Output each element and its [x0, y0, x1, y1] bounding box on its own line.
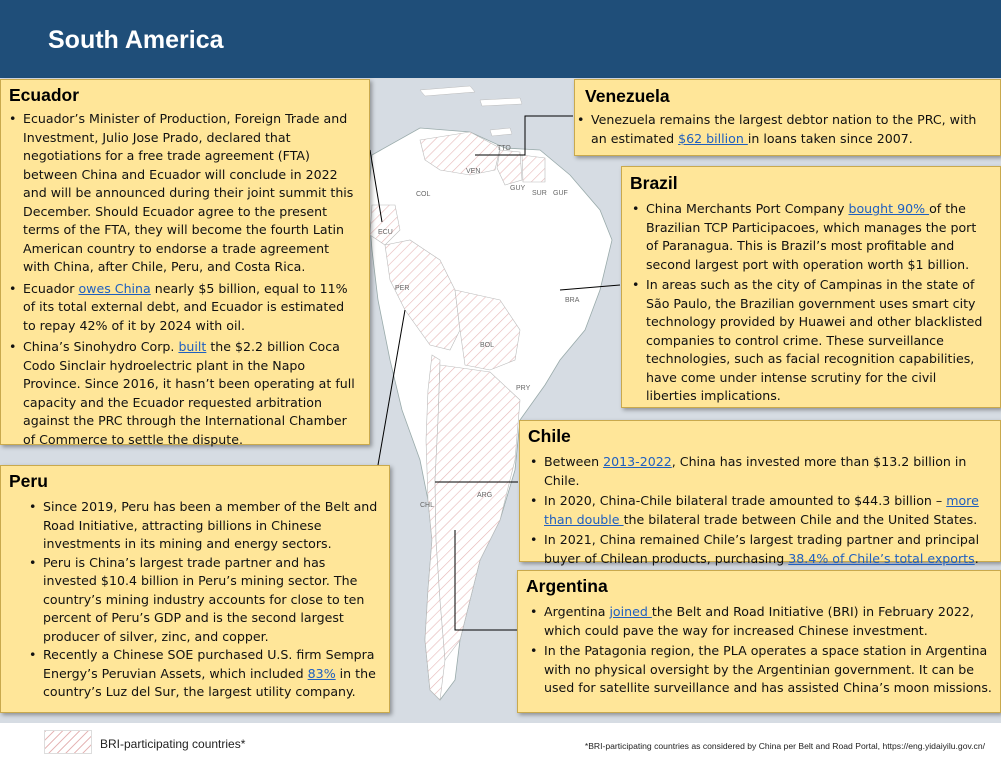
chile-bullet-2: • In 2020, China-Chile bilateral trade amounted to $44.3 billion – more than double the bilateral trade between Chile and the United States. — [544, 492, 992, 529]
label-pry: PRY — [516, 385, 531, 392]
label-tto: TTO — [497, 145, 511, 152]
label-sur: SUR — [532, 190, 547, 197]
page-title: South America — [48, 26, 224, 54]
label-col: COL — [416, 191, 431, 198]
bri-legend-label: BRI-participating countries* — [100, 737, 246, 751]
62-billion-link[interactable]: $62 billion — [678, 130, 748, 146]
argentina-box — [517, 570, 1001, 713]
ecuador-bullet-2: • Ecuador owes China nearly $5 billion, equal to 11% of its total external debt, and Ecuador is estimated to repay 42% of it by 2024 with oil. — [23, 280, 359, 336]
caribbean-islands — [420, 86, 522, 136]
ecuador-bullet-1: • Ecuador’s Minister of Production, Foreign Trade and Investment, Julio Jose Prado, declared that negotiations for a free trade agreement (FTA) between China and Ecuador will conclude in 2022 and will be announced during their joint summit this December. Should Ecuador agree to the present terms of the FTA, they will become the fourth Latin American country to endorse a trade agreement with China, after Chile, Peru, and Costa Rica. — [23, 110, 359, 277]
peru-list — [9, 498, 379, 702]
more-than-double-link[interactable]: more than double — [544, 493, 979, 527]
label-per: PER — [395, 285, 410, 292]
suriname-shape — [522, 155, 545, 182]
argentina-title: Argentina — [526, 576, 608, 596]
peru-bullet-2: • Peru is China’s largest trade partner and has invested $10.4 billion in Peru’s mining sector. The country’s mining industry accounts for close to ten percent of Peru’s GDP and is the second largest producer of silver, zinc, and copper. — [43, 554, 379, 647]
venezuela-list — [585, 111, 992, 148]
argentina-list — [526, 603, 992, 698]
brazil-title: Brazil — [630, 173, 678, 193]
joined-link[interactable]: joined — [609, 604, 652, 619]
ecuador-title: Ecuador — [9, 85, 80, 105]
venezuela-box — [574, 79, 1001, 156]
label-chl: CHL — [420, 502, 435, 509]
argentina-shape — [435, 365, 520, 660]
ecuador-box — [0, 79, 370, 445]
peru-bullet-3: • Recently a Chinese SOE purchased U.S. firm Sempra Energy’s Peruvian Assets, which included 83% in the country’s Luz del Sur, the largest utility company. — [43, 646, 379, 702]
bought-90-link[interactable]: bought 90% — [848, 201, 930, 216]
bri-legend-swatch — [44, 730, 92, 754]
83-percent-link[interactable]: 83% — [307, 665, 336, 681]
brazil-bullet-2: • In areas such as the city of Campinas in the state of São Paulo, the Brazilian government uses smart city technology provided by Huawei and other blacklisted companies to control crime. These surveillance technologies, such as facial recognition capabilities, have come under intense scrutiny for the civil liberties implications. — [646, 276, 988, 406]
venezuela-bullet-1: • Venezuela remains the largest debtor nation to the PRC, with an estimated $62 billion in loans taken since 2007. — [591, 111, 992, 148]
ecuador-bullet-3: • China’s Sinohydro Corp. built the $2.2 billion Coca Codo Sinclair hydroelectric plant in the Napo Province. Since 2016, it hasn’t been operating at full capacity and the Ecuador requested arbitration against the PRC through the International Chamber of Commerce to settle the dispute. — [23, 338, 359, 449]
label-bol: BOL — [480, 342, 495, 349]
brazil-list — [630, 200, 988, 406]
label-arg: ARG — [477, 492, 493, 499]
built-link[interactable]: built — [178, 339, 207, 354]
owes-china-link[interactable]: owes China — [78, 280, 151, 296]
label-bra: BRA — [565, 297, 580, 304]
label-guf: GUF — [553, 190, 568, 197]
brazil-bullet-1: • China Merchants Port Company bought 90% of the Brazilian TCP Participacoes, which manages the port of Paranagua. This is Brazil’s most profitable and second largest port with operation worth $1 billion. — [646, 200, 988, 274]
venezuela-title: Venezuela — [585, 86, 670, 106]
label-guy: GUY — [510, 185, 526, 192]
38-percent-exports-link[interactable]: 38.4% of Chile’s total exports — [788, 550, 975, 566]
chile-title: Chile — [528, 426, 571, 446]
chile-box — [519, 420, 1001, 566]
label-ven: VEN — [466, 168, 481, 175]
peru-box — [0, 465, 390, 713]
chile-bullet-3: • In 2021, China remained Chile’s largest trading partner and principal buyer of Chilean products, purchasing 38.4% of Chile’s total exports. — [544, 531, 992, 568]
argentina-bullet-2: • In the Patagonia region, the PLA operates a space station in Argentina with no physical oversight by the Argentinian government. It can be used for satellite surveillance and has assisted China’s moon missions. — [544, 642, 992, 698]
brazil-box — [621, 166, 1001, 408]
chile-list — [528, 453, 992, 568]
2013-2022-link[interactable]: 2013-2022 — [603, 454, 672, 469]
footnote: *BRI-participating countries as considered by China per Belt and Road Portal, https://eng.yidaiyilu.gov.cn/ — [584, 741, 985, 751]
argentina-bullet-1: • Argentina joined the Belt and Road Initiative (BRI) in February 2022, which could pave the way for increased Chinese investment. — [544, 603, 992, 640]
peru-bullet-1: • Since 2019, Peru has been a member of the Belt and Road Initiative, attracting billions in Chinese investments in its mining and energy sectors. — [43, 498, 379, 554]
chile-bullet-1: • Between 2013-2022, China has invested more than $13.2 billion in Chile. — [544, 453, 992, 490]
ecuador-list — [9, 110, 359, 449]
peru-title: Peru — [9, 471, 48, 491]
label-ecu: ECU — [378, 229, 393, 236]
